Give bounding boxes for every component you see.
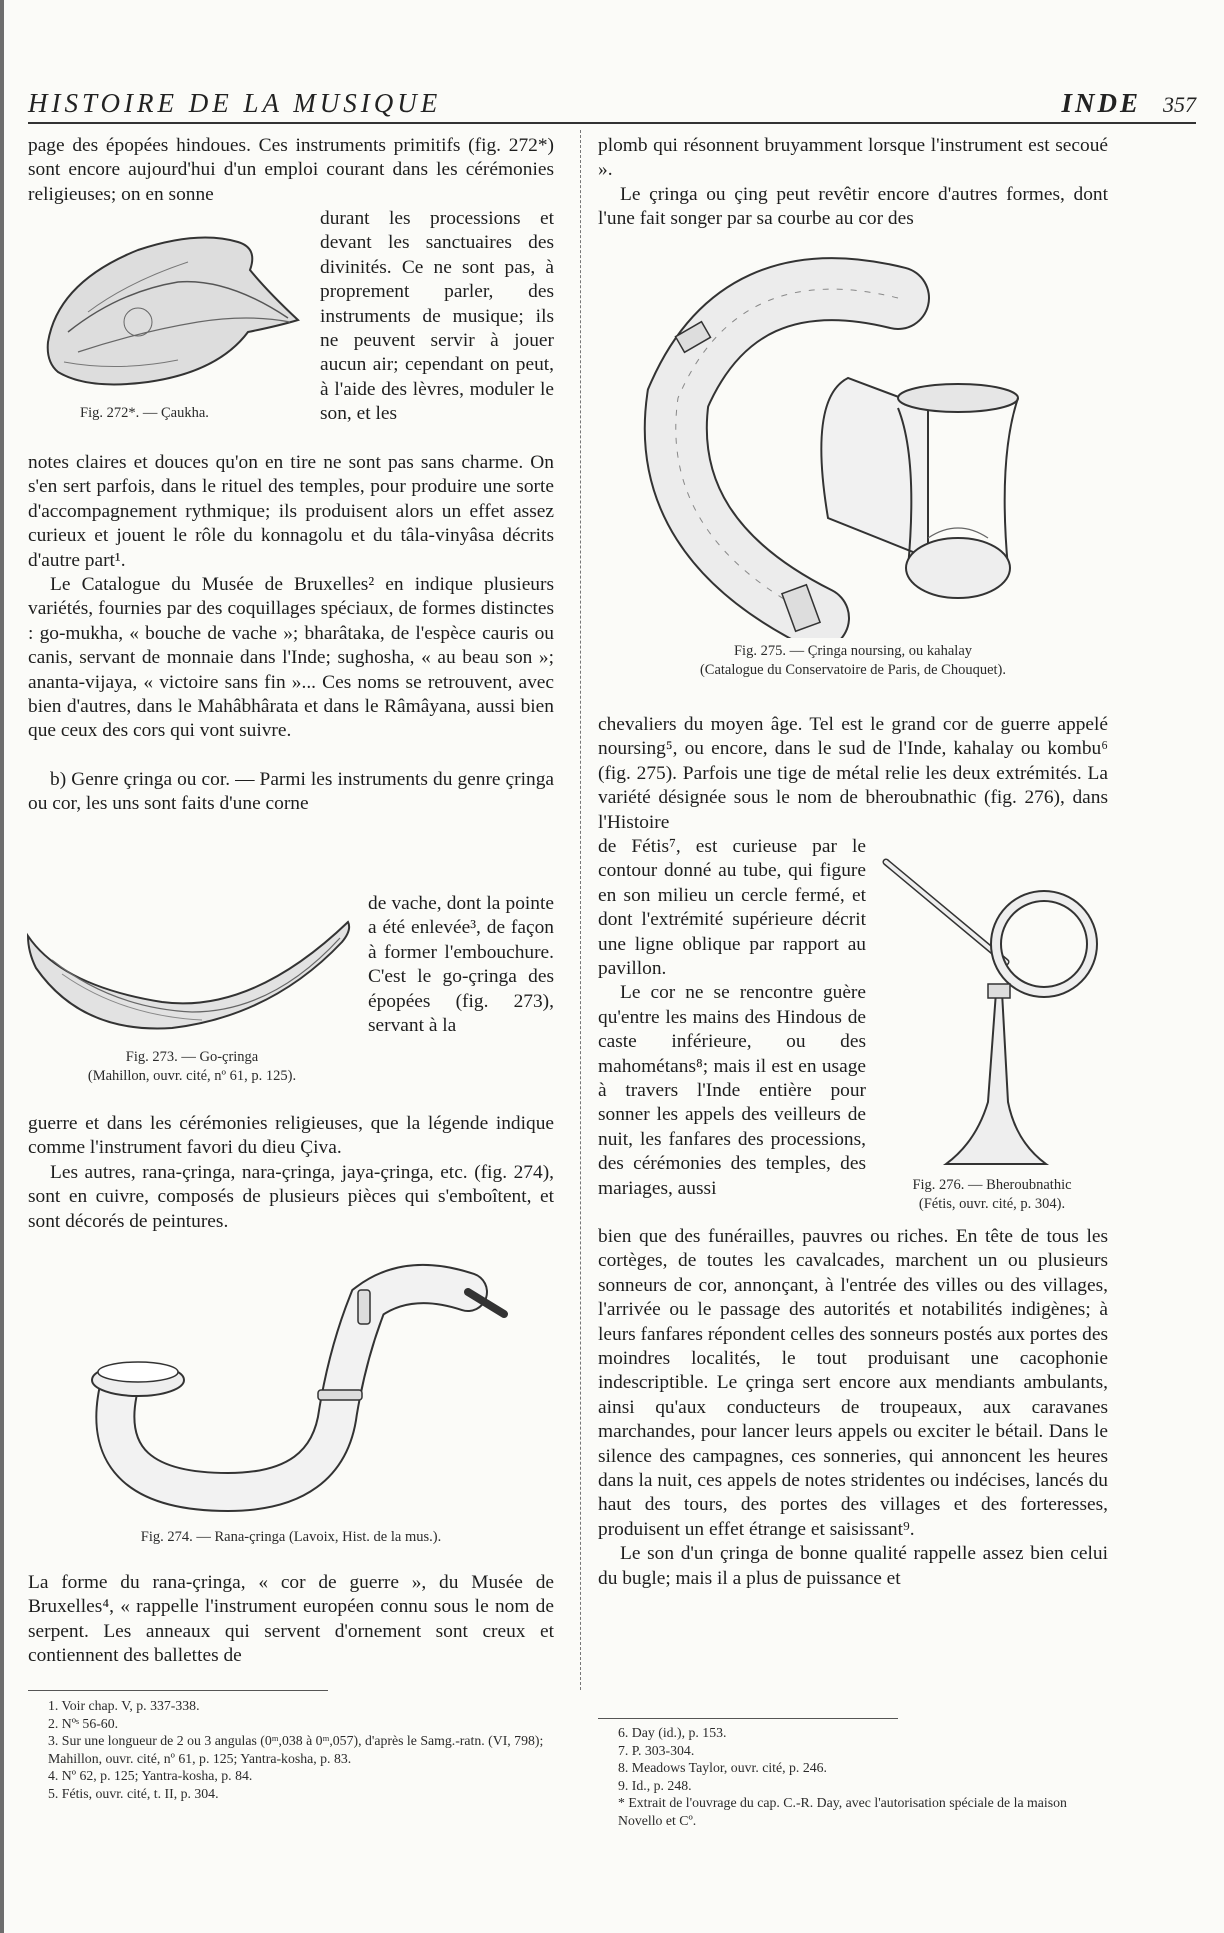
paragraph: Le son d'un çringa de bonne qualité rappelle assez bien celui du bugle; mais il a plus de puissance et — [598, 1543, 1108, 1589]
paragraph: notes claires et douces qu'on en tire ne sont pas sans charme. On s'en sert parfois, dans le rituel des temples, pour produire une sorte d'accompagnement rythmique; ils produisent alors un effet assez curieux et jouent le rôle du konnagolu et du tâla-vinyâsa décrits d'autre part¹. — [28, 452, 554, 571]
footnote: 2. Nºˢ 56-60. — [48, 1715, 119, 1731]
header-book-title: HISTOIRE DE LA MUSIQUE — [28, 88, 442, 118]
running-header — [28, 88, 1196, 122]
right-column-mid — [598, 713, 1108, 835]
column-divider — [580, 130, 582, 1690]
left-column-wrap-273 — [368, 892, 554, 1038]
rana-cringa-illustration — [28, 1242, 554, 1518]
footnote: 7. P. 303-304. — [618, 1742, 695, 1758]
figure-caption: (Catalogue du Conservatoire de Paris, de Chouquet). — [699, 662, 1007, 678]
left-column-wrap-272 — [320, 207, 554, 427]
footnote: * Extrait de l'ouvrage du cap. C.-R. Day, avec l'autorisation spéciale de la maison Novello et Cº. — [618, 1795, 1067, 1828]
footnotes-left — [28, 1697, 554, 1802]
footnote: 6. Day (id.), p. 153. — [618, 1725, 727, 1740]
figure-caption: Fig. 274. — Rana-çringa (Lavoix, Hist. de la mus.). — [140, 1529, 442, 1545]
footnotes-right — [598, 1724, 1108, 1829]
paragraph: chevaliers du moyen âge. Tel est le grand cor de guerre appelé noursing⁵, ou encore, dans le sud de l'Inde, kahalay ou kombu⁶ (fig. 275). Parfois une tige de métal relie les deux extrémités. La variété désignée sous le nom de bheroubnathic (fig. 276), dans l'Histoire — [598, 714, 1108, 833]
left-column-lower — [28, 1112, 554, 1234]
figure-275 — [598, 238, 1108, 684]
figure-276 — [876, 852, 1108, 1222]
paragraph: page des épopées hindoues. Ces instruments primitifs (fig. 272*) sont encore aujourd'hui d'un emploi courant dans les cérémonies religieuses; on en sonne — [28, 135, 554, 205]
cow-horn-illustration — [22, 916, 362, 1044]
right-column-lower — [598, 1225, 1108, 1591]
paragraph: Le çringa ou çing peut revêtir encore d'autres formes, dont l'une fait songer par sa courbe au cor des — [598, 183, 1108, 230]
noursing-horn-illustration — [598, 238, 1108, 638]
paragraph: b) Genre çringa ou cor. — Parmi les instruments du genre çringa ou cor, les uns sont faits d'une corne — [28, 768, 554, 815]
paragraph: guerre et dans les cérémonies religieuses, que la légende indique comme l'instrument favori du dieu Çiva. — [28, 1113, 554, 1159]
page-number: 357 — [1163, 92, 1196, 117]
footnote: 5. Fétis, ouvr. cité, t. II, p. 304. — [48, 1785, 219, 1801]
paragraph: plomb qui résonnent bruyamment lorsque l'instrument est secoué ». — [598, 135, 1108, 181]
paragraph: La forme du rana-çringa, « cor de guerre », du Musée de Bruxelles⁴, « rappelle l'instrument européen connu sous le nom de serpent. Les anneaux qui servent d'ornement sont creux et contiennent des ballettes de — [28, 1572, 554, 1667]
figure-caption: Fig. 273. — Go-çringa — [125, 1049, 259, 1065]
paragraph: Le Catalogue du Musée de Bruxelles² en indique plusieurs variétés, fournies par des coquillages spéciaux, de formes distinctes : go-mukha, « bouche de vache »; bharâtaka, de l'espèce cauris ou canis, servant de monnaie dans l'Inde; sughosha, « au beau son »; ananta-vijaya, « victoire sans fin »... Ces noms se retrouvent, avec bien d'autres, dans le Mahâbhârata et dans le Râmâyana, aussi bien que ceux des cors qui vont suivre. — [28, 574, 554, 742]
figure-caption: (Mahillon, ouvr. cité, nº 61, p. 125). — [87, 1068, 297, 1084]
header-section — [1061, 88, 1196, 119]
left-column-mid — [28, 451, 554, 817]
paragraph: de Fétis⁷, est curieuse par le contour donné au tube, qui figure en son milieu un cercle fermé, et dont l'extrémité supérieure décrit une ligne oblique par rapport au pavillon. — [598, 836, 866, 980]
paragraph: bien que des funérailles, pauvres ou riches. En tête de tous les cortèges, de toutes les cavalcades, marchent un ou plusieurs sonneurs de cor, annonçant, à l'entrée des villes ou des villages, l'arrivée ou le passage des autorités et notabilités indigènes; à leurs fanfares répondent celles des sonneurs postés aux portes des moindres localités, le tout produisant une cacophonie indescriptible. Le çringa sert encore aux mendiants ambulants, ainsi qu'aux conducteurs de troupeaux, aux caravanes marchandes, pour lancer leurs appels ou exciter le bétail. Dans le silence des campagnes, ces sonneries, qui annoncent les heures dans la nuit, ces appels de notes stridentes ou indécises, lancés du haut des tours, des portes des villages et des forteresses, produisent un effet étrange et saisissant⁹. — [598, 1226, 1108, 1540]
footnote: 3. Sur une longueur de 2 ou 3 angulas (0ᵐ,038 à 0ᵐ,057), d'après le Samg.-ratn. (VI, 798); Mahillon, ouvr. cité, nº 61, p. 125; Yantra-kosha, p. 83. — [48, 1733, 544, 1766]
paragraph: Les autres, rana-çringa, nara-çringa, jaya-çringa, etc. (fig. 274), sont en cuivre, composés de plusieurs pièces qui s'emboîtent, et sont décorés de peintures. — [28, 1161, 554, 1232]
paragraph: durant les processions et devant les sanctuaires des divinités. Ce ne sont pas, à proprement parler, des instruments de musique; ils ne peuvent servir à jouer aucun air; cependant on peut, à l'aide des lèvres, moduler le son, et les — [320, 208, 554, 425]
footnote-rule-left — [28, 1690, 328, 1691]
right-column-top — [598, 134, 1108, 232]
right-column-wrap-276 — [598, 835, 866, 1201]
page-edge — [0, 0, 4, 1933]
header-section-title: INDE — [1061, 88, 1141, 118]
figure-caption: (Fétis, ouvr. cité, p. 304). — [918, 1196, 1066, 1212]
conch-shell-illustration — [28, 222, 312, 402]
figure-272 — [28, 222, 312, 430]
footnote: 9. Id., p. 248. — [618, 1777, 692, 1793]
figure-caption: Fig. 275. — Çringa noursing, ou kahalay — [733, 643, 973, 659]
bheroubnathic-illustration — [876, 852, 1108, 1172]
figure-273 — [22, 916, 362, 1096]
footnote-rule-right — [598, 1718, 898, 1719]
footnote: 4. Nº 62, p. 125; Yantra-kosha, p. 84. — [48, 1768, 253, 1783]
figure-caption: Fig. 276. — Bheroubnathic — [912, 1177, 1072, 1193]
paragraph: de vache, dont la pointe a été enlevée³, de façon à former l'embouchure. C'est le go-çringa des épopées (fig. 273), servant à la — [368, 893, 554, 1037]
footnote: 1. Voir chap. V, p. 337-338. — [48, 1698, 200, 1713]
left-column-bottom — [28, 1571, 554, 1669]
figure-274 — [28, 1242, 554, 1552]
footnote: 8. Meadows Taylor, ouvr. cité, p. 246. — [618, 1760, 827, 1775]
left-column-top — [28, 134, 554, 207]
figure-caption: Fig. 272*. — Çaukha. — [80, 405, 209, 421]
header-rule — [28, 122, 1196, 124]
paragraph: Le cor ne se rencontre guère qu'entre les mains des Hindous de caste inférieure, ou des mahométans⁸; mais il est en usage à travers l'Inde entière pour sonner les appels des veilleurs de nuit, les fanfares des processions, des cérémonies des temples, des mariages, aussi — [598, 982, 866, 1199]
